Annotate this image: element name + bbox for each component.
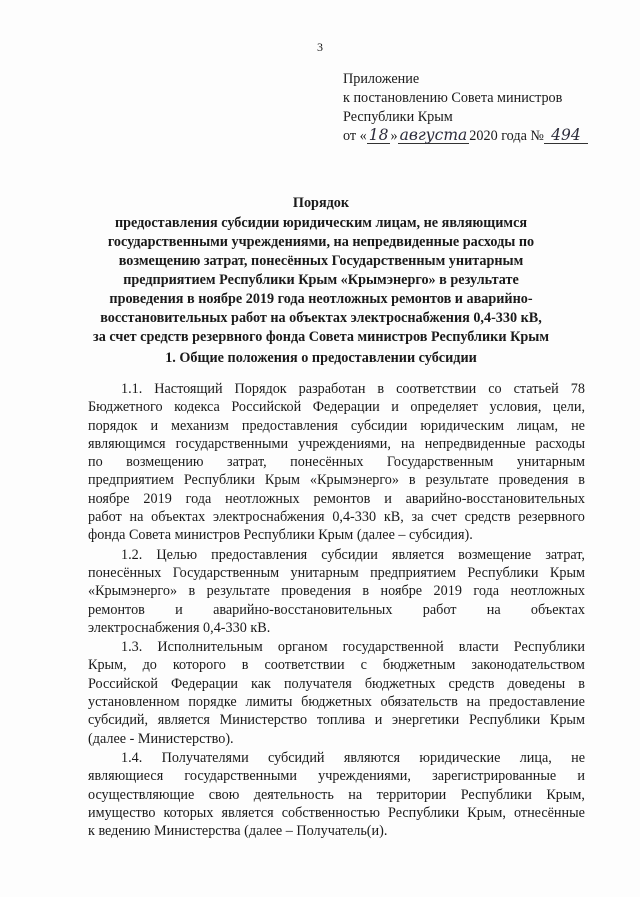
paragraph-line: работ на объектах электроснабжения 0,4-330 кВ, за счет средств резервного [88,509,585,526]
paragraph-line: 1.1. Настоящий Порядок разработан в соответствии со статьей 78 [121,381,585,397]
paragraph-line: являющиеся государственными учреждениями, зарегистрированные и [88,768,585,785]
paragraph-line: по возмещению затрат, понесённых Государственным унитарным [88,454,585,471]
title-line: предоставления субсидии юридическим лицам, не являющимся [114,215,528,231]
paragraph-line: 1.2. Целью предоставления субсидии является возмещение затрат, [121,546,585,563]
paragraph-line: Российской Федерации как получателя бюджетных средств доведены в [88,675,585,692]
body-text [88,380,585,841]
paragraph-line: 1.3. Исполнительным органом государственной власти Республики [121,639,585,656]
paragraph-line: порядок и механизм предоставления субсидии юридическим лицам, не [88,417,585,434]
paragraph-line: предприятием Республики Крым «Крымэнерго» в результате проведения в [88,472,585,489]
handwritten-day: 18 [368,126,389,144]
paragraph-line: (далее - Министерство). [88,730,234,747]
paragraph-line: «Крымэнерго» в результате проведения в ноябре 2019 года неотложных [88,583,585,600]
date-prefix: от « [343,128,367,144]
paragraph-line: к ведению Министерства (далее – Получатель(и). [88,823,388,840]
paragraph-line: осуществляющие свою деятельность на территории Республики Крым, [88,786,585,803]
appendix-label: Приложение [343,71,420,87]
handwritten-number: 494 [544,127,588,144]
title-line: восстановительных работ на объектах электроснабжения 0,4-330 кВ, [100,310,542,326]
paragraph-line: Крым, до которого в соответствии с бюджетным законодательством [88,657,585,674]
paragraph-line: ремонтов и аварийно-восстановительных работ на объектах [88,601,585,618]
page-number: 3 [317,40,323,54]
paragraph-line: установленном порядке лимиты бюджетных обязательств на предоставление [88,694,585,711]
title-line: предприятием Республики Крым «Крымэнерго» в результате [123,272,519,288]
paragraph-1-1 [88,380,585,545]
section-heading: 1. Общие положения о предоставлении субсидии [165,350,477,366]
paragraph-line: фонда Совета министров Республики Крым (далее – субсидия). [88,527,473,544]
appendix-date-line [343,127,623,146]
paragraph-line: являющимся государственными учреждениями, на непредвиденные расходы [88,435,585,452]
paragraph-1-3 [88,638,585,748]
title-line: за счет средств резервного фонда Совета министров Республики Крым [93,329,549,345]
paragraph-line: субсидий, является Министерство топлива и энергетики Республики Крым [88,712,585,729]
paragraph-line: 1.4. Получателями субсидий являются юридические лица, не [121,749,585,766]
appendix-block [343,70,623,146]
paragraph-1-4 [88,749,585,840]
title-line: возмещению затрат, понесённых Государственным унитарным [118,253,524,269]
title-line: государственными учреждениями, на непредвиденные расходы по [107,234,535,250]
appendix-reference: к постановлению Совета министров [343,90,563,106]
paragraph-line: ноябре 2019 года неотложных ремонтов и аварийно-восстановительных [88,490,585,507]
paragraph-line: Бюджетного кодекса Российской Федерации и определяет условия, цели, [88,399,585,416]
title-main: Порядок [292,195,350,211]
paragraph-line: понесённых Государственным унитарным предприятием Республики Крым [88,564,585,581]
handwritten-month: августа [399,126,468,144]
paragraph-1-2 [88,546,585,637]
appendix-republic: Республики Крым [343,109,453,125]
paragraph-line: электроснабжения 0,4-330 кВ. [88,619,271,636]
document-title [78,194,564,347]
date-mid: » [390,128,398,144]
title-line: проведения в ноябре 2019 года неотложных ремонтов и аварийно- [109,291,533,307]
paragraph-line: имущество которых является собственностью Республики Крым, отнесённые [88,804,585,821]
date-suffix: 2020 года № [469,128,544,144]
